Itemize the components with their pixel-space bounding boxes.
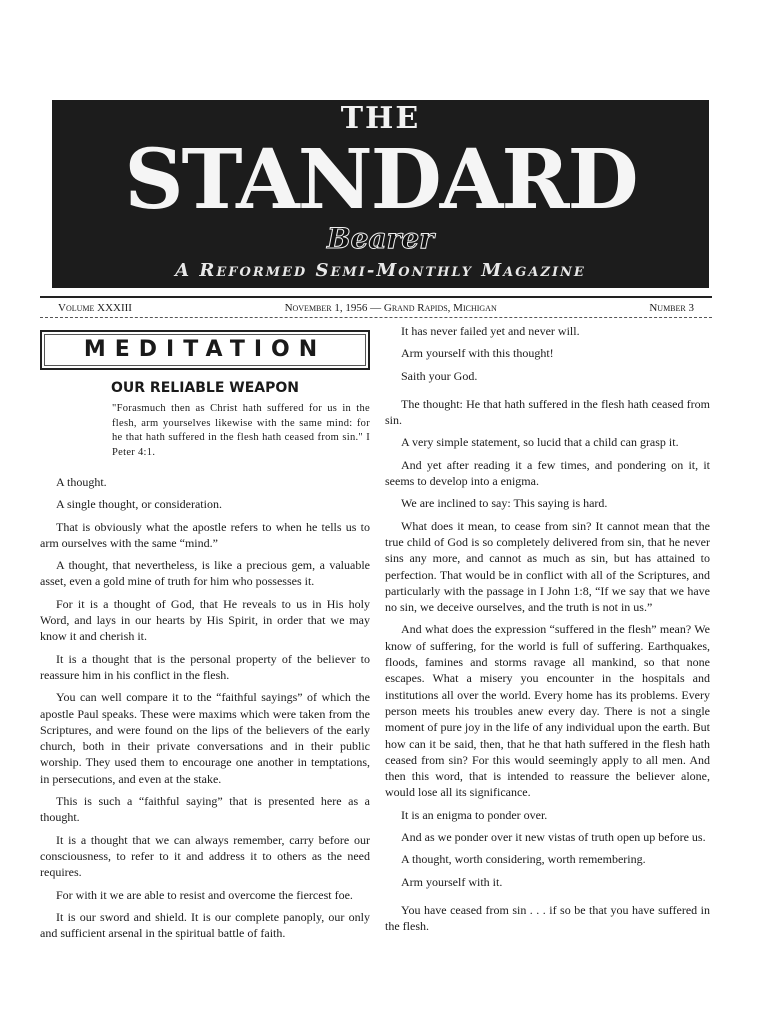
masthead-the: THE (340, 101, 421, 136)
paragraph: For with it we are able to resist and overcome the fiercest foe. (56, 887, 353, 902)
paragraph: And as we ponder over it new vistas of truth open up before us. (401, 830, 706, 845)
volume: Volume XXXIII (58, 301, 132, 314)
paragraph: A single thought, or consideration. (56, 497, 222, 512)
paragraph: It is our sword and shield. It is our complete panoply, our only and sufficient arsenal in the spiritual battle of faith. (40, 909, 370, 941)
paragraph: And what does the expression “suffered in the flesh” mean? We know of suffering, for the world is full of suffering. Earthquakes, floods, famines and storms ravage all mankind, so that none escapes. What a misery you encounter in the hospitals and institutions all over the world. Every home has its problems. Every person meets his troubles anew every day. There is not a single moment of pure joy in the life of any individual upon the earth. But how can it be said, then, that he that hath suffered in the flesh hath ceased from sin? For this would seemingly apply to all men. And then this word, that is intended to reassure the believer alone, would lose all its significance. (385, 622, 710, 800)
paragraph: A very simple statement, so lucid that a child can grasp it. (401, 435, 679, 450)
scripture-quote: "Forasmuch then as Christ hath suffered for us in the flesh, arm yourselves likewise with the same mind: for he that hath suffered in the flesh hath ceased from sin." I Peter 4:1. (112, 403, 370, 458)
paragraph: A thought. (56, 475, 107, 489)
paragraph: That is obviously what the apostle refers to when he tells us to arm ourselves with the same “mind.” (40, 519, 370, 550)
paragraph: This is such a “faithful saying” that is presented here as a thought. (40, 794, 370, 825)
paragraph: Saith your God. (401, 368, 478, 383)
right-column (385, 323, 710, 941)
left-column (40, 474, 370, 947)
masthead-banner (52, 100, 709, 288)
paragraph: You can well compare it to the “faithful sayings” of which the apostle Paul speaks. These were maxims which were taken from the Scriptures, and were found on the lips of the believers of the early church, both in their private conversations and in their public worship. They used them to encourage one another in temptations, in persecutions, and even at the stake. (40, 690, 370, 786)
paragraph: For it is a thought of God, that He reveals to us in His holy Word, and lays in our hearts by His Spirit, in order that we may know it and cherish it. (40, 596, 370, 644)
article-title: OUR RELIABLE WEAPON (111, 380, 299, 396)
paragraph: You have ceased from sin . . . if so be that you have suffered in the flesh. (385, 902, 710, 934)
issue-number: Number 3 (649, 301, 694, 314)
paragraph: We are inclined to say: This saying is hard. (401, 496, 608, 511)
paragraph: It has never failed yet and never will. (401, 324, 580, 338)
paragraph: A thought, worth considering, worth remembering. (401, 852, 646, 867)
paragraph: Arm yourself with this thought! (401, 346, 554, 361)
paragraph: The thought: He that hath suffered in the flesh hath ceased from sin. (385, 396, 710, 428)
masthead-bearer: Bearer (327, 222, 434, 255)
paragraph: Arm yourself with it. (401, 874, 503, 889)
paragraph: It is an enigma to ponder over. (401, 807, 548, 822)
paragraph: It is a thought that is the personal property of the believer to reassure him in his conflict in the flesh. (40, 651, 370, 682)
masthead-subtitle: A Reformed Semi-Monthly Magazine (175, 260, 586, 281)
section-heading: MEDITATION (40, 330, 370, 370)
paragraph: A thought, that nevertheless, is like a precious gem, a valuable asset, even a gold mine of truth for him who possesses it. (40, 558, 370, 589)
paragraph: It is a thought that we can always remember, carry before our consciousness, to refer to it and address it to others as the need requires. (40, 832, 370, 880)
issue-info-bar (40, 296, 712, 318)
paragraph: What does it mean, to cease from sin? It cannot mean that the true child of God is so completely delivered from sin, that he never sins any more, and cannot as much as sin, but has attained to perfection. That would be in conflict with all of the Scriptures, and particularly with the passage in I John 1:8, “If we say that we have no sin, we deceive ourselves, and the truth is not in us.” (385, 518, 710, 615)
masthead-standard: STANDARD (124, 132, 637, 228)
issue-date: November 1, 1956 — Grand Rapids, Michigan (284, 301, 497, 314)
paragraph: And yet after reading it a few times, and pondering on it, it seems to develop into a enigma. (385, 457, 710, 489)
